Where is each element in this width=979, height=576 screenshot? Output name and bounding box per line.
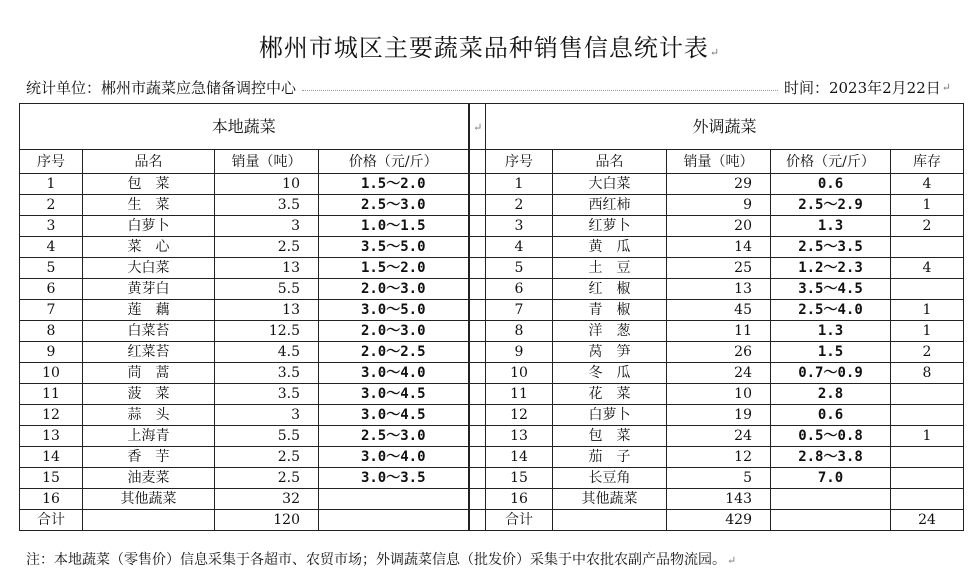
local-qty-cell: 10 — [215, 174, 319, 195]
local-name-cell: 香 芋 — [83, 447, 215, 468]
local-price-cell: 3.0～3.5 — [319, 468, 469, 489]
remote-price-cell: 2.5～2.9 — [771, 195, 891, 216]
remote-stock-cell: 4 — [891, 258, 964, 279]
local-price-cell: 1.5～2.0 — [319, 258, 469, 279]
local-price-cell: 3.0～4.0 — [319, 447, 469, 468]
vegetable-sales-table — [19, 103, 964, 531]
table-row — [20, 426, 964, 447]
local-name-cell: 上海青 — [83, 426, 215, 447]
remote-stock-cell: 1 — [891, 321, 964, 342]
local-no-cell: 13 — [20, 426, 83, 447]
remote-price-cell: 2.8 — [771, 384, 891, 405]
remote-price-cell: 0.6 — [771, 174, 891, 195]
remote-group-header: 外调蔬菜 — [486, 104, 964, 150]
local-no-cell: 15 — [20, 468, 83, 489]
local-no-cell: 16 — [20, 489, 83, 510]
remote-no-cell: 11 — [486, 384, 553, 405]
local-total-empty — [319, 510, 469, 531]
local-qty-cell: 3 — [215, 216, 319, 237]
remote-name-cell: 洋 葱 — [553, 321, 667, 342]
local-no-cell: 1 — [20, 174, 83, 195]
remote-price-cell: 2.8～3.8 — [771, 447, 891, 468]
remote-price-cell: 3.5～4.5 — [771, 279, 891, 300]
remote-name-cell: 大白菜 — [553, 174, 667, 195]
divider-cell — [469, 342, 486, 363]
remote-stock-cell: 4 — [891, 174, 964, 195]
local-price-cell: 2.5～3.0 — [319, 426, 469, 447]
local-total-label: 合计 — [20, 510, 83, 531]
remote-qty-cell: 24 — [667, 426, 771, 447]
col-header-remote-no: 序号 — [486, 150, 553, 174]
remote-stock-cell: 1 — [891, 426, 964, 447]
remote-qty-cell: 25 — [667, 258, 771, 279]
local-no-cell: 6 — [20, 279, 83, 300]
local-no-cell: 3 — [20, 216, 83, 237]
local-name-cell: 白萝卜 — [83, 216, 215, 237]
remote-no-cell: 8 — [486, 321, 553, 342]
col-header-remote-price: 价格（元/斤） — [771, 150, 891, 174]
table-row — [20, 447, 964, 468]
divider-cell — [469, 363, 486, 384]
remote-qty-cell: 45 — [667, 300, 771, 321]
col-header-local-no: 序号 — [20, 150, 83, 174]
local-price-cell: 3.0～4.5 — [319, 405, 469, 426]
table-row — [20, 489, 964, 510]
local-name-cell: 包 菜 — [83, 174, 215, 195]
local-no-cell: 8 — [20, 321, 83, 342]
local-no-cell: 14 — [20, 447, 83, 468]
remote-no-cell: 10 — [486, 363, 553, 384]
remote-qty-cell: 20 — [667, 216, 771, 237]
remote-no-cell: 5 — [486, 258, 553, 279]
remote-name-cell: 白萝卜 — [553, 405, 667, 426]
remote-total-qty: 429 — [667, 510, 771, 531]
remote-name-cell: 土 豆 — [553, 258, 667, 279]
divider-cell — [469, 384, 486, 405]
remote-price-cell: 1.2～2.3 — [771, 258, 891, 279]
remote-stock-cell: 2 — [891, 342, 964, 363]
remote-qty-cell: 9 — [667, 195, 771, 216]
remote-no-cell: 13 — [486, 426, 553, 447]
col-header-local-name: 品名 — [83, 150, 215, 174]
local-name-cell: 黄芽白 — [83, 279, 215, 300]
remote-stock-cell: 2 — [891, 216, 964, 237]
footnote: 注：本地蔬菜（零售价）信息采集于各超市、农贸市场；外调蔬菜信息（批发价）采集于中农批农副产品物流园。↵ — [26, 552, 737, 568]
remote-stock-cell — [891, 489, 964, 510]
divider-cell — [469, 237, 486, 258]
divider-cell: ↵ — [469, 104, 486, 150]
table-row — [20, 216, 964, 237]
local-qty-cell: 3.5 — [215, 363, 319, 384]
remote-qty-cell: 11 — [667, 321, 771, 342]
remote-no-cell: 3 — [486, 216, 553, 237]
local-qty-cell: 2.5 — [215, 237, 319, 258]
info-line: 统计单位：郴州市蔬菜应急储备调控中心 时间：2023年2月22日 ↵ — [26, 78, 951, 97]
remote-no-cell: 14 — [486, 447, 553, 468]
remote-name-cell: 西红柿 — [553, 195, 667, 216]
divider-cell — [469, 279, 486, 300]
remote-price-cell: 2.5～3.5 — [771, 237, 891, 258]
local-qty-cell: 12.5 — [215, 321, 319, 342]
col-header-local-qty: 销量（吨） — [215, 150, 319, 174]
remote-qty-cell: 26 — [667, 342, 771, 363]
total-row — [20, 510, 964, 531]
col-header-remote-qty: 销量（吨） — [667, 150, 771, 174]
col-header-remote-name: 品名 — [553, 150, 667, 174]
local-qty-cell: 2.5 — [215, 447, 319, 468]
remote-stock-cell — [891, 279, 964, 300]
divider-cell — [469, 510, 486, 531]
local-no-cell: 7 — [20, 300, 83, 321]
local-qty-cell: 5.5 — [215, 426, 319, 447]
remote-price-cell: 0.7～0.9 — [771, 363, 891, 384]
local-name-cell: 其他蔬菜 — [83, 489, 215, 510]
local-no-cell: 4 — [20, 237, 83, 258]
local-no-cell: 11 — [20, 384, 83, 405]
local-no-cell: 2 — [20, 195, 83, 216]
remote-no-cell: 9 — [486, 342, 553, 363]
local-name-cell: 菠 菜 — [83, 384, 215, 405]
remote-price-cell — [771, 489, 891, 510]
divider-cell — [469, 489, 486, 510]
table-row — [20, 468, 964, 489]
local-price-cell: 2.0～2.5 — [319, 342, 469, 363]
divider-cell — [469, 321, 486, 342]
remote-qty-cell: 143 — [667, 489, 771, 510]
divider-cell — [469, 258, 486, 279]
local-price-cell: 1.5～2.0 — [319, 174, 469, 195]
divider-cell — [469, 300, 486, 321]
divider-cell — [469, 216, 486, 237]
remote-name-cell: 冬 瓜 — [553, 363, 667, 384]
local-name-cell: 生 菜 — [83, 195, 215, 216]
remote-stock-cell — [891, 447, 964, 468]
local-no-cell: 10 — [20, 363, 83, 384]
remote-name-cell: 青 椒 — [553, 300, 667, 321]
local-price-cell: 3.5～5.0 — [319, 237, 469, 258]
local-price-cell: 3.0～4.5 — [319, 384, 469, 405]
divider-cell — [469, 426, 486, 447]
remote-name-cell: 莴 笋 — [553, 342, 667, 363]
local-group-header: 本地蔬菜 — [20, 104, 469, 150]
local-name-cell: 蒜 头 — [83, 405, 215, 426]
remote-price-cell: 2.5～4.0 — [771, 300, 891, 321]
remote-qty-cell: 24 — [667, 363, 771, 384]
col-header-local-price: 价格（元/斤） — [319, 150, 469, 174]
local-qty-cell: 5.5 — [215, 279, 319, 300]
table-row — [20, 321, 964, 342]
local-qty-cell: 2.5 — [215, 468, 319, 489]
table-row — [20, 384, 964, 405]
local-qty-cell: 13 — [215, 300, 319, 321]
divider-cell — [469, 174, 486, 195]
local-name-cell: 白菜苔 — [83, 321, 215, 342]
remote-stock-cell — [891, 237, 964, 258]
remote-no-cell: 4 — [486, 237, 553, 258]
document-title: 郴州市城区主要蔬菜品种销售信息统计表↵ — [258, 34, 721, 62]
remote-no-cell: 6 — [486, 279, 553, 300]
remote-stock-cell: 8 — [891, 363, 964, 384]
remote-no-cell: 16 — [486, 489, 553, 510]
remote-qty-cell: 29 — [667, 174, 771, 195]
unit-label: 统计单位：郴州市蔬菜应急储备调控中心 — [26, 78, 297, 97]
remote-price-cell: 0.5～0.8 — [771, 426, 891, 447]
remote-name-cell: 红萝卜 — [553, 216, 667, 237]
local-no-cell: 12 — [20, 405, 83, 426]
remote-stock-cell — [891, 384, 964, 405]
table-row — [20, 342, 964, 363]
remote-name-cell: 茄 子 — [553, 447, 667, 468]
local-total-empty — [83, 510, 215, 531]
col-header-remote-stock: 库存 — [891, 150, 964, 174]
remote-qty-cell: 13 — [667, 279, 771, 300]
remote-price-cell: 7.0 — [771, 468, 891, 489]
remote-stock-cell: 1 — [891, 300, 964, 321]
remote-qty-cell: 5 — [667, 468, 771, 489]
remote-stock-cell: 1 — [891, 195, 964, 216]
remote-stock-cell — [891, 405, 964, 426]
divider-cell — [469, 150, 486, 174]
local-price-cell: 1.0～1.5 — [319, 216, 469, 237]
remote-no-cell: 12 — [486, 405, 553, 426]
local-price-cell — [319, 489, 469, 510]
remote-total-empty — [553, 510, 667, 531]
remote-total-empty — [771, 510, 891, 531]
local-name-cell: 菜 心 — [83, 237, 215, 258]
local-price-cell: 3.0～5.0 — [319, 300, 469, 321]
local-total-qty: 120 — [215, 510, 319, 531]
table-row — [20, 279, 964, 300]
table-row — [20, 237, 964, 258]
remote-price-cell: 1.5 — [771, 342, 891, 363]
table-row — [20, 405, 964, 426]
remote-price-cell: 1.3 — [771, 216, 891, 237]
remote-price-cell: 1.3 — [771, 321, 891, 342]
remote-qty-cell: 19 — [667, 405, 771, 426]
remote-no-cell: 15 — [486, 468, 553, 489]
remote-name-cell: 黄 瓜 — [553, 237, 667, 258]
table-row — [20, 195, 964, 216]
table-row — [20, 174, 964, 195]
local-price-cell: 2.5～3.0 — [319, 195, 469, 216]
table-row — [20, 363, 964, 384]
dotted-leader — [302, 80, 778, 91]
local-name-cell: 油麦菜 — [83, 468, 215, 489]
table-row — [20, 258, 964, 279]
local-qty-cell: 3.5 — [215, 195, 319, 216]
table-row — [20, 300, 964, 321]
divider-cell — [469, 468, 486, 489]
local-name-cell: 茼 蒿 — [83, 363, 215, 384]
remote-name-cell: 花 菜 — [553, 384, 667, 405]
local-no-cell: 9 — [20, 342, 83, 363]
remote-name-cell: 红 椒 — [553, 279, 667, 300]
time-label: 时间：2023年2月22日 — [783, 78, 941, 97]
remote-name-cell: 包 菜 — [553, 426, 667, 447]
local-name-cell: 莲 藕 — [83, 300, 215, 321]
local-name-cell: 大白菜 — [83, 258, 215, 279]
remote-name-cell: 其他蔬菜 — [553, 489, 667, 510]
remote-total-label: 合计 — [486, 510, 553, 531]
local-price-cell: 2.0～3.0 — [319, 321, 469, 342]
local-name-cell: 红菜苔 — [83, 342, 215, 363]
remote-qty-cell: 12 — [667, 447, 771, 468]
group-header-row — [20, 104, 964, 150]
remote-qty-cell: 14 — [667, 237, 771, 258]
remote-no-cell: 1 — [486, 174, 553, 195]
remote-total-stock: 24 — [891, 510, 964, 531]
remote-qty-cell: 10 — [667, 384, 771, 405]
local-qty-cell: 3.5 — [215, 384, 319, 405]
local-qty-cell: 32 — [215, 489, 319, 510]
local-price-cell: 3.0～4.0 — [319, 363, 469, 384]
local-qty-cell: 13 — [215, 258, 319, 279]
local-no-cell: 5 — [20, 258, 83, 279]
divider-cell — [469, 447, 486, 468]
remote-price-cell: 0.6 — [771, 405, 891, 426]
remote-name-cell: 长豆角 — [553, 468, 667, 489]
local-price-cell: 2.0～3.0 — [319, 279, 469, 300]
remote-stock-cell — [891, 468, 964, 489]
local-qty-cell: 4.5 — [215, 342, 319, 363]
remote-no-cell: 2 — [486, 195, 553, 216]
divider-cell — [469, 405, 486, 426]
divider-cell — [469, 195, 486, 216]
local-qty-cell: 3 — [215, 405, 319, 426]
column-header-row — [20, 150, 964, 174]
remote-no-cell: 7 — [486, 300, 553, 321]
